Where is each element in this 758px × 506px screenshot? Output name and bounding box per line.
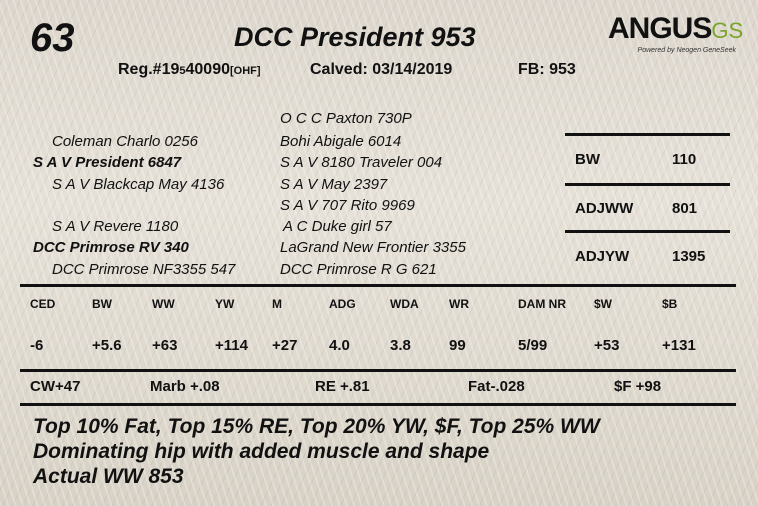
epd-header-m: M [272, 297, 282, 311]
note-line-2: Dominating hip with added muscle and shape [33, 440, 490, 463]
weights-top-rule [565, 133, 730, 136]
epd-value-bw: +5.6 [92, 337, 122, 354]
weight-value-adjww: 801 [672, 200, 698, 217]
pedigree-dam-sire-sire: S A V 707 Rito 9969 [280, 197, 415, 214]
pedigree-sire-dam-sire: S A V 8180 Traveler 004 [280, 154, 443, 171]
epd-header-ced: CED [30, 297, 56, 311]
epd-top-rule [20, 284, 736, 287]
epd-header-ww: WW [152, 297, 175, 311]
pedigree-dam-dam-dam: DCC Primrose R G 621 [280, 261, 437, 278]
pedigree-sire: S A V President 6847 [33, 154, 182, 171]
lot-number: 63 [30, 16, 75, 60]
pedigree-sire-dam-dam: S A V May 2397 [280, 176, 388, 193]
weight-label-adjww: ADJWW [575, 200, 634, 217]
epd-value-ww: +63 [152, 337, 178, 354]
weight-label-adjyw: ADJYW [575, 248, 630, 265]
epd-header-adg: ADG [329, 297, 356, 311]
reg-small-digit: 5 [179, 65, 186, 77]
calved-date: Calved: 03/14/2019 [310, 61, 453, 78]
epd-header-yw: YW [215, 297, 235, 311]
pedigree-sire-sire-sire: O C C Paxton 730P [280, 110, 412, 127]
pedigree-sire-sire: Coleman Charlo 0256 [52, 133, 198, 150]
epd-value-ced: -6 [30, 337, 44, 354]
epd-value-m: +27 [272, 337, 298, 354]
reg-suffix: [OHF] [230, 65, 261, 77]
epd-value-adg: 4.0 [329, 337, 350, 354]
logo-wordmark [608, 12, 744, 46]
angus-gs-logo [608, 12, 744, 54]
logo-main-text: ANGUS [608, 12, 712, 45]
epd-header-wda: WDA [390, 297, 419, 311]
carcass-top-rule [20, 369, 736, 372]
epd-header-dollar-w: $W [594, 297, 612, 311]
epd-value-dollar-b: +131 [662, 337, 696, 354]
pedigree-dam: DCC Primrose RV 340 [33, 239, 189, 256]
pedigree-dam-dam-sire: LaGrand New Frontier 3355 [280, 239, 466, 256]
carcass-dollar-f: $F +98 [614, 378, 662, 395]
weights-rule-2 [565, 230, 730, 233]
pedigree-dam-sire: S A V Revere 1180 [52, 218, 179, 235]
carcass-bottom-rule [20, 403, 736, 406]
weights-rule-1 [565, 183, 730, 186]
weight-value-adjyw: 1395 [672, 248, 706, 265]
weight-label-bw: BW [575, 151, 600, 168]
note-line-3: Actual WW 853 [33, 465, 184, 488]
carcass-cw: CW+47 [30, 378, 81, 395]
epd-value-wda: 3.8 [390, 337, 411, 354]
registration-number [118, 61, 261, 79]
epd-value-dollar-w: +53 [594, 337, 620, 354]
logo-tagline: Powered by Neogen GeneSeek [637, 47, 736, 54]
carcass-fat: Fat-.028 [468, 378, 525, 395]
carcass-marb: Marb +.08 [150, 378, 220, 395]
pedigree-sire-sire-dam: Bohi Abigale 6014 [280, 133, 402, 150]
pedigree-dam-dam: DCC Primrose NF3355 547 [52, 261, 236, 278]
notes-block [33, 414, 600, 489]
epd-header-dollar-b: $B [662, 297, 678, 311]
animal-name: DCC President 953 [234, 22, 476, 52]
epd-value-wr: 99 [449, 337, 466, 354]
logo-accent-text: GS [711, 18, 744, 43]
epd-header-dam-nr: DAM NR [518, 297, 566, 311]
epd-header-bw: BW [92, 297, 112, 311]
epd-value-yw: +114 [215, 337, 248, 354]
carcass-re: RE +.81 [315, 378, 370, 395]
reg-prefix: Reg.#19 [118, 61, 180, 78]
reg-number: 40090 [185, 61, 230, 78]
weight-value-bw: 110 [672, 151, 697, 168]
pedigree-sire-dam: S A V Blackcap May 4136 [52, 176, 225, 193]
epd-header-wr: WR [449, 297, 469, 311]
epd-value-dam-nr: 5/99 [518, 337, 548, 354]
pedigree-dam-sire-dam: A C Duke girl 57 [283, 218, 392, 235]
fb-number: FB: 953 [518, 61, 576, 78]
note-line-1: Top 10% Fat, Top 15% RE, Top 20% YW, $F, Top 25% WW [33, 415, 600, 438]
